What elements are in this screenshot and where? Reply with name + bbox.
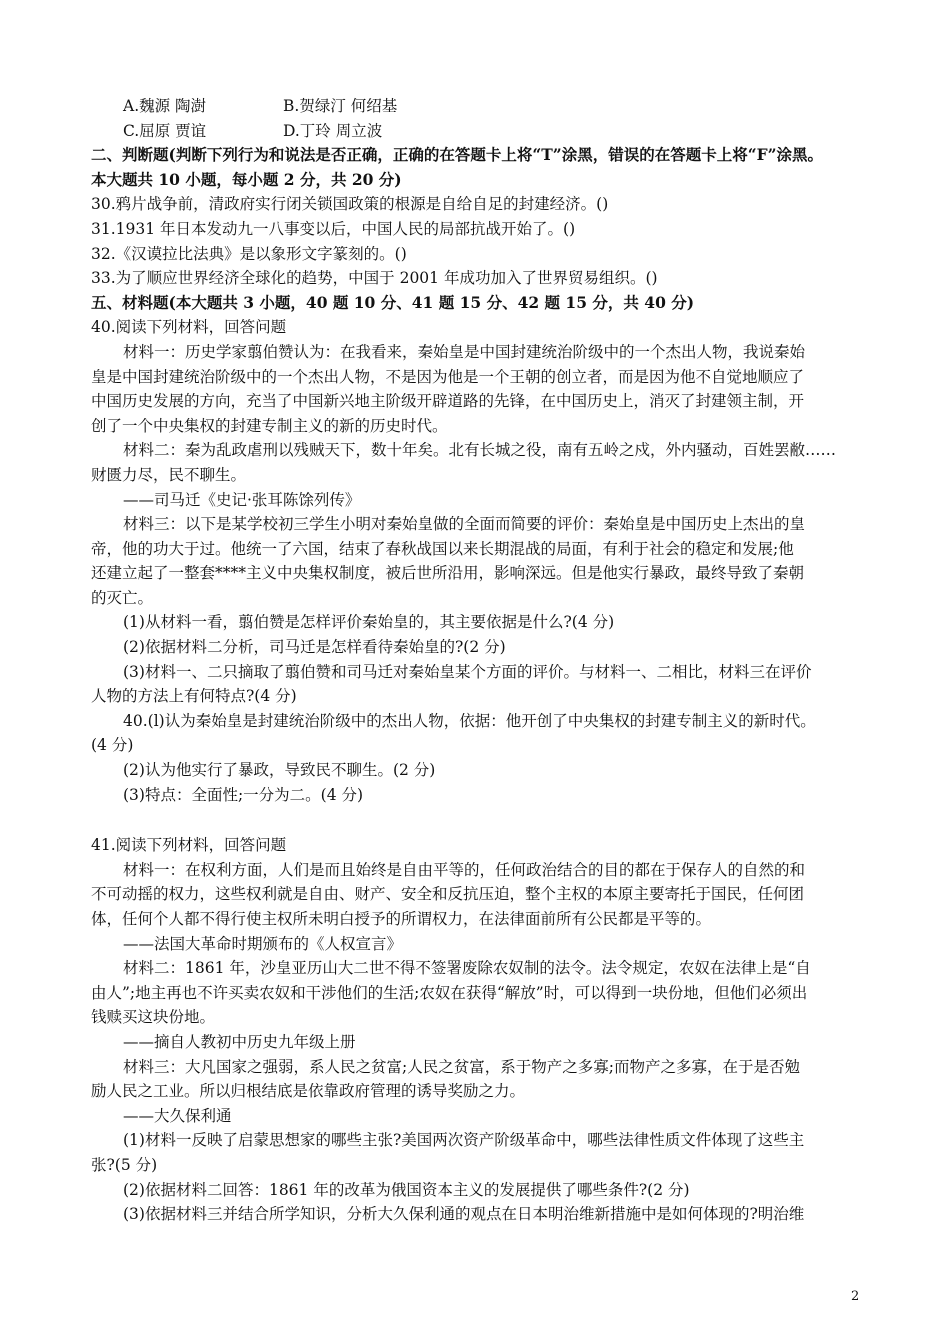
q41-sub2: (2)依据材料二回答：1861 年的改革为俄国资本主义的发展提供了哪些条件?(2 分) <box>123 1180 690 1199</box>
q41-material2-source: ——摘自人教初中历史九年级上册 <box>123 1032 356 1051</box>
q41-sub1-line: 张?(5 分) <box>91 1155 158 1174</box>
q40-material3: 材料三：以下是某学校初三学生小明对秦始皇做的全面而简要的评价：秦始皇是中国历史上杰出的皇 <box>123 515 806 534</box>
page-number: 2 <box>851 1289 860 1304</box>
q40-material2-line: 财匮力尽，民不聊生。 <box>91 465 247 484</box>
q41-sub3: (3)依据材料三并结合所学知识，分析大久保利通的观点在日本明治维新措施中是如何体现的?明治维 <box>123 1205 805 1224</box>
q41-material3: 材料三：大凡国家之强弱，系人民之贫富;人民之贫富，系于物产之多寡;而物产之多寡，在于是否勉 <box>123 1057 800 1076</box>
option-a: A.魏源 陶澍 <box>123 97 207 115</box>
option-d: D.丁玲 周立波 <box>283 121 383 140</box>
q40-answer1: 40.(l)认为秦始皇是封建统治阶级中的杰出人物，依据：他开创了中央集权的封建专制主义的新时代。 <box>123 711 816 730</box>
q40-material1: 材料一：历史学家翦伯赞认为：在我看来，秦始皇是中国封建统治阶级中的一个杰出人物，我说秦始 <box>123 342 806 361</box>
question-33: 33.为了顺应世界经济全球化的趋势，中国于 2001 年成功加入了世界贸易组织。() <box>91 269 658 288</box>
question-31: 31.1931 年日本发动九一八事变以后，中国人民的局部抗战开始了。() <box>91 219 576 238</box>
q40-material3-line: 帝，他的功大于过。他统一了六国，结束了春秋战国以来长期混战的局面，有利于社会的稳定和发展;他 <box>91 539 794 558</box>
q40-material3-line: 还建立起了一整套****主义中央集权制度，被后世所沿用，影响深远。但是他实行暴政，最终导致了秦朝 <box>91 564 805 583</box>
q40-material1-line: 中国历史发展的方向，充当了中国新兴地主阶级开辟道路的先锋，在中国历史上，消灭了封建领主制，开 <box>91 392 805 411</box>
page-content <box>91 94 861 1227</box>
q41-material2-line: 钱赎买这块份地。 <box>91 1008 216 1027</box>
q40-sub3-line: 人物的方法上有何特点?(4 分) <box>91 687 297 706</box>
q40-intro: 40.阅读下列材料，回答问题 <box>91 318 287 337</box>
section2-heading-cont: 本大题共 10 小题，每小题 2 分，共 20 分) <box>91 169 402 189</box>
q41-sub1: (1)材料一反映了启蒙思想家的哪些主张?美国两次资产阶级革命中，哪些法律性质文件体现了这些主 <box>123 1131 805 1150</box>
q40-answer2: (2)认为他实行了暴政，导致民不聊生。(2 分) <box>123 761 436 780</box>
option-row-cd <box>91 119 861 144</box>
q40-sub2: (2)依据材料二分析，司马迁是怎样看待秦始皇的?(2 分) <box>123 638 506 657</box>
q41-intro: 41.阅读下列材料，回答问题 <box>91 836 287 855</box>
q40-answer1-line: (4 分) <box>91 736 134 755</box>
q40-material1-line: 皇是中国封建统治阶级中的一个杰出人物，不是因为他是一个王朝的创立者，而是因为他不自觉地顺应了 <box>91 367 805 386</box>
q40-material1-line: 创了一个中央集权的封建专制主义的新的历史时代。 <box>91 416 448 435</box>
q40-material2-source: ——司马迁《史记·张耳陈馀列传》 <box>123 490 361 509</box>
q41-material1-source: ——法国大革命时期颁布的《人权宣言》 <box>123 934 403 953</box>
q41-material1-line: 体，任何个人都不得行使主权所未明白授予的所谓权力，在法律面前所有公民都是平等的。 <box>91 910 712 928</box>
q40-material3-line: 的灭亡。 <box>91 588 154 607</box>
option-row-ab <box>91 94 861 119</box>
q41-material3-line: 励人民之工业。所以归根结底是依靠政府管理的诱导奖励之力。 <box>91 1082 526 1101</box>
q41-material1: 材料一：在权利方面，人们是而且始终是自由平等的，任何政治结合的目的都在于保存人的自然的和 <box>123 860 806 879</box>
q40-sub1: (1)从材料一看，翦伯赞是怎样评价秦始皇的，其主要依据是什么?(4 分) <box>123 613 615 632</box>
q40-sub3: (3)材料一、二只摘取了翦伯赞和司马迁对秦始皇某个方面的评价。与材料一、二相比，材料三在评价 <box>123 662 812 681</box>
question-30: 30.鸦片战争前，清政府实行闭关锁国政策的根源是自给自足的封建经济。() <box>91 195 609 214</box>
q41-material2-line: 由人”;地主再也不许买卖农奴和干涉他们的生活;农奴在获得“解放”时，可以得到一块份地，但他们必须出 <box>91 983 808 1002</box>
q41-material2: 材料二：1861 年，沙皇亚历山大二世不得不签署废除农奴制的法令。法令规定，农奴在法律上是“自 <box>123 959 811 978</box>
section5-heading: 五、材料题(本大题共 3 小题，40 题 10 分、41 题 15 分、42 题 15 分，共 40 分) <box>91 292 695 312</box>
option-b: B.贺绿汀 何绍基 <box>283 97 398 115</box>
section2-heading: 二、判断题(判断下列行为和说法是否正确，正确的在答题卡上将“T”涂黑，错误的在答题卡上将“F”涂黑。 <box>91 145 824 165</box>
q41-material1-line: 不可动摇的权力，这些权利就是自由、财产、安全和反抗压迫，整个主权的本原主要寄托于国民，任何团 <box>91 885 805 904</box>
option-c: C.屈原 贾谊 <box>123 121 207 140</box>
question-32: 32.《汉谟拉比法典》是以象形文字篆刻的。() <box>91 244 407 263</box>
q40-material2: 材料二：秦为乱政虐刑以残贼天下，数十年矣。北有长城之役，南有五岭之戍，外内骚动，百姓罢敝…… <box>123 441 837 460</box>
spacer <box>91 807 861 833</box>
q41-material3-source: ——大久保利通 <box>123 1106 232 1125</box>
q40-answer3: (3)特点：全面性;一分为二。(4 分) <box>123 785 364 804</box>
